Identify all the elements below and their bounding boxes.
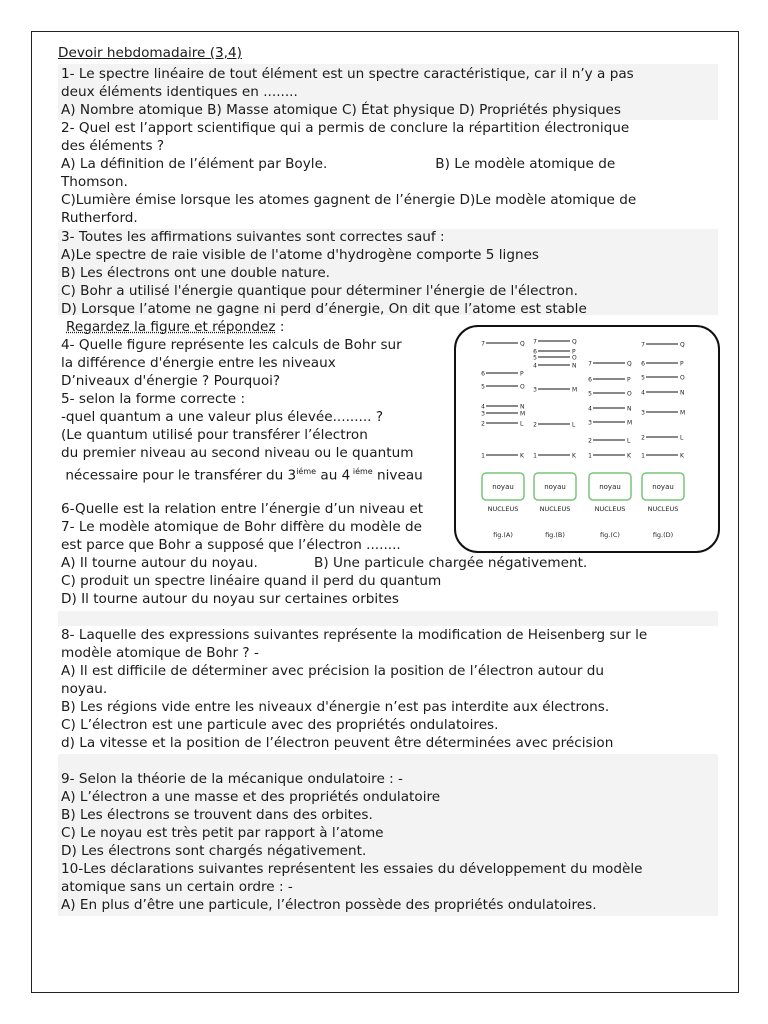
q3-option-b: B) Les électrons ont une double nature. xyxy=(61,265,331,281)
level-letter: Q xyxy=(627,360,632,368)
level-letter: M xyxy=(680,409,686,417)
energy-levels-figure xyxy=(454,325,720,553)
q4-line-3: D’niveaux d'énergie ? Pourquoi? xyxy=(61,373,281,389)
q10-line-2: atomique sans un certain ordre : - xyxy=(61,879,293,895)
superscript-1: iéme xyxy=(296,467,317,476)
level-number: 5 xyxy=(641,374,645,382)
q3-option-a: A)Le spectre de raie visible de l'atome d'hydrogène comporte 5 lignes xyxy=(61,247,540,263)
page-title: Devoir hebdomadaire (3,4) xyxy=(58,45,242,61)
level-number: 1 xyxy=(533,452,537,460)
q7-line-1: 7- Le modèle atomique de Bohr diffère du modèle de xyxy=(61,519,422,535)
shade-block-3 xyxy=(58,611,718,626)
level-number: 1 xyxy=(588,452,592,460)
q2-line-3: A) La définition de l’élément par Boyle. B) Le modèle atomique de xyxy=(61,156,616,172)
q5-line-1: 5- selon la forme correcte : xyxy=(61,391,246,407)
level-number: 4 xyxy=(588,405,592,413)
q3-option-d: D) Lorsque l’atome ne gagne ni perd d’énergie, On dit que l’atome est stable xyxy=(61,301,587,317)
q5-line-3: (Le quantum utilisé pour transférer l’électron xyxy=(61,427,368,443)
q7-option-c: C) produit un spectre linéaire quand il perd du quantum xyxy=(61,573,442,589)
level-letter: N xyxy=(627,405,632,413)
level-letter: P xyxy=(627,376,631,384)
q9-line-1: 9- Selon la théorie de la mécanique ondulatoire : - xyxy=(61,771,403,787)
level-number: 2 xyxy=(641,434,645,442)
level-letter: M xyxy=(520,410,526,418)
level-letter: L xyxy=(680,434,684,442)
level-number: 2 xyxy=(533,421,537,429)
q4-line-1: 4- Quelle figure représente les calculs de Bohr sur xyxy=(61,337,402,353)
level-letter: L xyxy=(520,420,524,428)
nucleus-label: noyau xyxy=(599,483,621,491)
q9-option-a: A) L’électron a une masse et des propriétés ondulatoire xyxy=(61,789,441,805)
q8-option-a2: noyau. xyxy=(61,681,108,697)
level-letter: Q xyxy=(572,338,577,346)
level-letter: N xyxy=(680,389,685,397)
q8-line-1: 8- Laquelle des expressions suivantes représente la modification de Heisenberg sur le xyxy=(61,627,648,643)
figure-caption: fig.(B) xyxy=(545,531,565,539)
level-letter: L xyxy=(627,437,631,445)
q10-option-a: A) En plus d’être une particule, l’électron possède des propriétés ondulatoires. xyxy=(61,897,597,913)
q9-option-b: B) Les électrons se trouvent dans des orbites. xyxy=(61,807,373,823)
level-number: 7 xyxy=(533,338,537,346)
level-number: 6 xyxy=(481,370,485,378)
q3-option-c: C) Bohr a utilisé l'énergie quantique pour déterminer l'énergie de l'électron. xyxy=(61,283,578,299)
level-number: 3 xyxy=(481,410,485,418)
figure-caption: fig.(D) xyxy=(652,531,674,539)
level-letter: P xyxy=(520,370,524,378)
level-number: 1 xyxy=(481,452,485,460)
figure-instruction-colon: : xyxy=(275,319,285,335)
q2-line-6: Rutherford. xyxy=(61,210,138,226)
level-number: 5 xyxy=(533,354,537,362)
q7-line-2: est parce que Bohr a supposé que l’électron ........ xyxy=(61,537,401,553)
level-number: 2 xyxy=(481,420,485,428)
level-number: 5 xyxy=(588,390,592,398)
q8-option-a1: A) Il est difficile de déterminer avec précision la position de l’électron autour du xyxy=(61,663,605,679)
level-letter: M xyxy=(627,419,633,427)
level-number: 4 xyxy=(533,362,537,370)
q7-option-d: D) Il tourne autour du noyau sur certaines orbites xyxy=(61,591,399,607)
nucleus-label: noyau xyxy=(492,483,514,491)
level-letter: L xyxy=(572,421,576,429)
q5-line-5b: au 4 xyxy=(316,467,351,484)
level-letter: K xyxy=(627,452,631,460)
level-letter: M xyxy=(572,386,578,394)
level-letter: Q xyxy=(680,341,685,349)
superscript-2: iéme xyxy=(350,467,373,476)
level-letter: N xyxy=(572,362,577,370)
level-number: 5 xyxy=(481,383,485,391)
level-letter: Q xyxy=(520,340,525,348)
q8-line-2: modèle atomique de Bohr ? - xyxy=(61,645,259,661)
level-letter: O xyxy=(572,354,577,362)
level-number: 4 xyxy=(481,403,485,411)
q9-option-c: C) Le noyau est très petit par rapport à l’atome xyxy=(61,825,384,841)
q2-line-2: des éléments ? xyxy=(61,138,165,154)
nucleus-caption: NUCLEUS xyxy=(647,505,679,513)
q3-line-1: 3- Toutes les affirmations suivantes sont correctes sauf : xyxy=(61,229,445,245)
q6-line: 6-Quelle est la relation entre l’énergie d’un niveau et xyxy=(61,501,424,517)
level-letter: P xyxy=(680,360,684,368)
q1-options: A) Nombre atomique B) Masse atomique C) État physique D) Propriétés physiques xyxy=(61,102,622,118)
q2-line-1: 2- Quel est l’apport scientifique qui a permis de conclure la répartition électronique xyxy=(61,120,630,136)
level-letter: O xyxy=(680,374,685,382)
nucleus-caption: NUCLEUS xyxy=(539,505,571,513)
level-number: 7 xyxy=(641,341,645,349)
figure-instruction-text: Regardez la figure et répondez xyxy=(66,319,276,335)
level-letter: O xyxy=(520,383,525,391)
q8-option-d: d) La vitesse et la position de l’électron peuvent être déterminées avec précision xyxy=(61,735,614,751)
level-number: 1 xyxy=(641,452,645,460)
level-number: 4 xyxy=(641,389,645,397)
level-letter: P xyxy=(572,348,576,356)
q10-line-1: 10-Les déclarations suivantes représentent les essaies du développement du modèle xyxy=(61,861,643,877)
q9-option-d: D) Les électrons sont chargés négativement. xyxy=(61,843,367,859)
level-number: 2 xyxy=(588,437,592,445)
q8-option-c: C) L’électron est une particule avec des propriétés ondulatoires. xyxy=(61,717,499,733)
level-number: 3 xyxy=(533,386,537,394)
figure-caption: fig.(C) xyxy=(600,531,620,539)
nucleus-caption: NUCLEUS xyxy=(594,505,626,513)
nucleus-caption: NUCLEUS xyxy=(487,505,519,513)
level-letter: K xyxy=(572,452,576,460)
level-number: 6 xyxy=(588,376,592,384)
q5-line-2: -quel quantum a une valeur plus élevée......... ? xyxy=(61,409,384,425)
q5-line-5c: niveau xyxy=(372,467,423,484)
level-letter: K xyxy=(520,452,524,460)
q2-line-5: C)Lumière émise lorsque les atomes gagnent de l’énergie D)Le modèle atomique de xyxy=(61,192,637,208)
figure-instruction xyxy=(66,319,284,337)
level-number: 7 xyxy=(481,340,485,348)
q5-line-4: du premier niveau au second niveau ou le quantum xyxy=(61,445,414,461)
level-number: 3 xyxy=(641,409,645,417)
level-number: 6 xyxy=(533,348,537,356)
q5-line-5 xyxy=(61,463,423,485)
level-letter: O xyxy=(627,390,632,398)
q8-option-b: B) Les régions vide entre les niveaux d'énergie n’est pas interdite aux électrons. xyxy=(61,699,610,715)
energy-levels-svg xyxy=(456,327,718,551)
level-number: 7 xyxy=(588,360,592,368)
q1-line-2: deux éléments identiques en ........ xyxy=(61,84,298,100)
q5-line-5a: nécessaire pour le transférer du 3 xyxy=(61,467,297,484)
level-number: 6 xyxy=(641,360,645,368)
q2-line-4: Thomson. xyxy=(61,174,128,190)
level-number: 3 xyxy=(588,419,592,427)
q1-line-1: 1- Le spectre linéaire de tout élément est un spectre caractéristique, car il n’y a pas xyxy=(61,66,634,82)
figure-caption: fig.(A) xyxy=(493,531,513,539)
q4-line-2: la différence d'énergie entre les niveaux xyxy=(61,355,336,371)
level-letter: K xyxy=(680,452,684,460)
nucleus-label: noyau xyxy=(544,483,566,491)
nucleus-label: noyau xyxy=(652,483,674,491)
level-letter: N xyxy=(520,403,525,411)
q7-options-ab: A) Il tourne autour du noyau. B) Une particule chargée négativement. xyxy=(61,555,588,571)
